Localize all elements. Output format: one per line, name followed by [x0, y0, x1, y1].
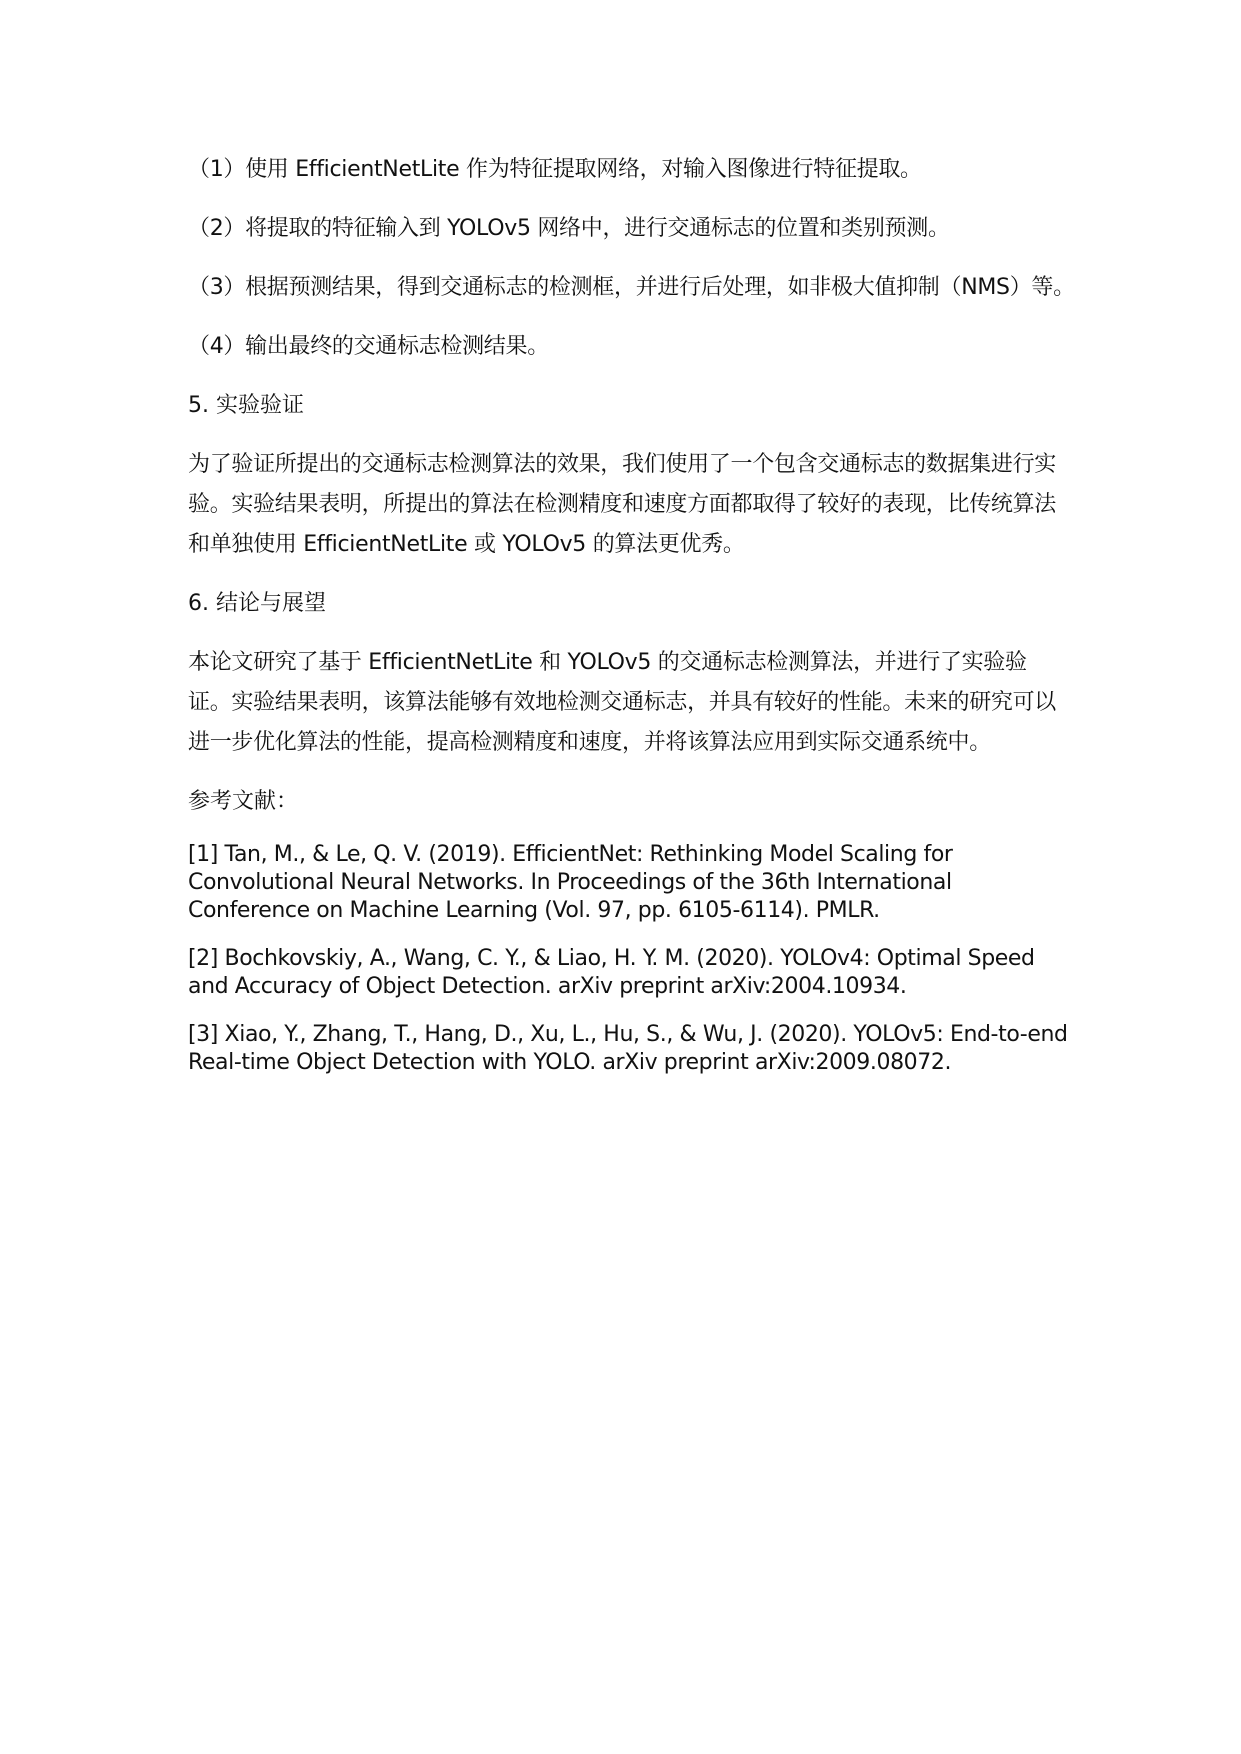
references-heading: 参考文献： — [188, 789, 299, 814]
step-2: （2）将提取的特征输入到 YOLOv5 网络中，进行交通标志的位置和类别预测。 — [188, 216, 950, 241]
reference-1: [1] Tan, M., & Le, Q. V. (2019). EfficientNet: Rethinking Model Scaling for Convolutional Neural Networks. In Proceedings of the 36th International Conference on Machine Learning (Vol. 97, pp. 6105-6114). PMLR. — [188, 842, 953, 923]
reference-2: [2] Bochkovskiy, A., Wang, C. Y., & Liao, H. Y. M. (2020). YOLOv4: Optimal Speed and Accuracy of Object Detection. arXiv preprint arXiv:2004.10934. — [188, 946, 1035, 999]
section-5-heading: 5. 实验验证 — [188, 393, 304, 418]
step-1: （1）使用 EfficientNetLite 作为特征提取网络，对输入图像进行特征提取。 — [188, 157, 922, 182]
reference-3: [3] Xiao, Y., Zhang, T., Hang, D., Xu, L., Hu, S., & Wu, J. (2020). YOLOv5: End-to-end Real-time Object Detection with YOLO. arXiv preprint arXiv:2009.08072. — [188, 1022, 1068, 1075]
step-3: （3）根据预测结果，得到交通标志的检测框，并进行后处理，如非极大值抑制（NMS）等。 — [188, 275, 1075, 300]
section-5-body: 为了验证所提出的交通标志检测算法的效果，我们使用了一个包含交通标志的数据集进行实验。实验结果表明，所提出的算法在检测精度和速度方面都取得了较好的表现，比传统算法和单独使用 EfficientNetLite 或 YOLOv5 的算法更优秀。 — [188, 452, 1057, 557]
section-6-heading: 6. 结论与展望 — [188, 591, 326, 616]
section-6-body: 本论文研究了基于 EfficientNetLite 和 YOLOv5 的交通标志检测算法，并进行了实验验证。实验结果表明，该算法能够有效地检测交通标志，并具有较好的性能。未来的研究可以进一步优化算法的性能，提高检测精度和速度，并将该算法应用到实际交通系统中。 — [188, 650, 1057, 755]
page-content — [188, 150, 1088, 1097]
step-4: （4）输出最终的交通标志检测结果。 — [188, 334, 549, 359]
